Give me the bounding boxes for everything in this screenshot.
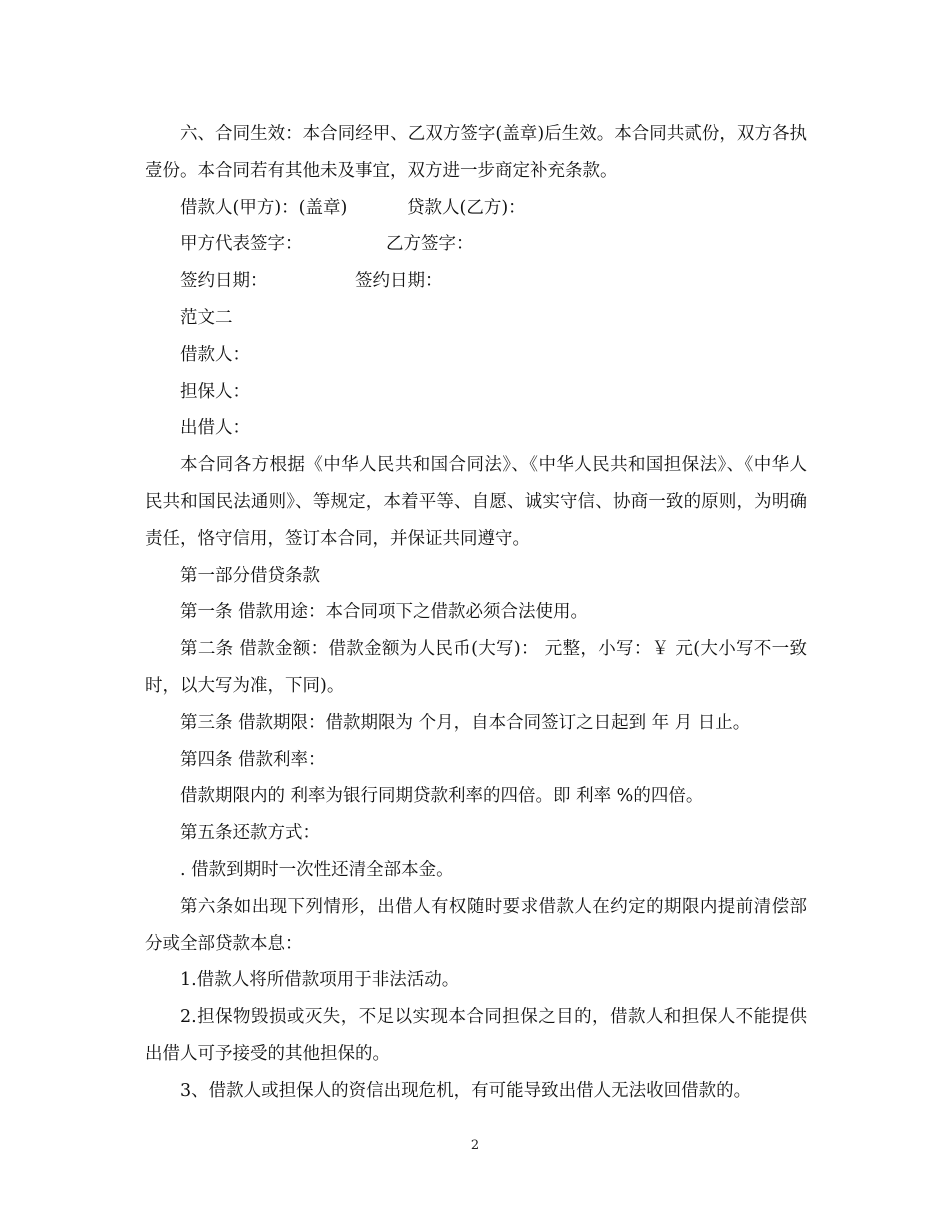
article3-paragraph: 第三条 借款期限：借款期限为 个月，自本合同签订之日起到 年 月 日止。 [180, 712, 751, 733]
part1-heading: 第一部分借贷条款 [180, 565, 320, 586]
lender-field: 出借人： [180, 418, 250, 439]
article2-paragraph: 第二条 借款金额：借款金额为人民币(大写)： 元整，小写：￥ 元(大小写不一致时，以大写为准，下同)。 [145, 639, 807, 696]
document-body [145, 116, 807, 1110]
article6-item-3: 3、借款人或担保人的资信出现危机，有可能导致出借人无法收回借款的。 [180, 1080, 752, 1101]
party-a-date-label: 签约日期： [180, 271, 268, 292]
party-b-signature-label: 乙方签字： [386, 234, 474, 255]
guarantor-field: 担保人： [180, 381, 250, 402]
article4-paragraph: 借款期限内的 利率为银行同期贷款利率的四倍。即 利率 %的四倍。 [180, 786, 704, 807]
borrower-field: 借款人： [180, 344, 250, 365]
article6-intro-paragraph: 第六条如出现下列情形，出借人有权随时要求借款人在约定的期限内提前清偿部分或全部贷款本息： [145, 896, 807, 954]
sample-title: 范文二 [180, 307, 233, 328]
signature-row-signatures [145, 226, 807, 263]
article5-heading: 第五条还款方式： [180, 823, 320, 844]
article6-item-1: 1.借款人将所借款项用于非法活动。 [180, 970, 460, 991]
contract-effect-paragraph: 六、合同生效：本合同经甲、乙双方签字(盖章)后生效。本合同共贰份，双方各执壹份。本合同若有其他未及事宜，双方进一步商定补充条款。 [145, 124, 807, 181]
signature-row-dates [145, 263, 807, 300]
article4-heading: 第四条 借款利率： [180, 749, 326, 770]
lender-party-label: 贷款人(乙方)： [407, 197, 526, 218]
article5-paragraph: . 借款到期时一次性还清全部本金。 [180, 859, 454, 880]
signature-row-parties [145, 190, 807, 227]
party-a-signature-label: 甲方代表签字： [180, 234, 303, 255]
article1-paragraph: 第一条 借款用途：本合同项下之借款必须合法使用。 [180, 602, 589, 623]
preamble-paragraph: 本合同各方根据《中华人民共和国合同法》、《中华人民共和国担保法》、《中华人民共和国民法通则》、等规定，本着平等、自愿、诚实守信、协商一致的原则，为明确责任，恪守信用，签订本合同，并保证共同遵守。 [145, 455, 807, 549]
party-b-date-label: 签约日期： [355, 271, 443, 292]
article6-item-2: 2.担保物毁损或灭失，不足以实现本合同担保之目的，借款人和担保人不能提供出借人可予接受的其他担保的。 [145, 1007, 807, 1064]
borrower-party-label: 借款人(甲方)：(盖章) [180, 197, 348, 218]
page-number: 2 [470, 1138, 480, 1153]
